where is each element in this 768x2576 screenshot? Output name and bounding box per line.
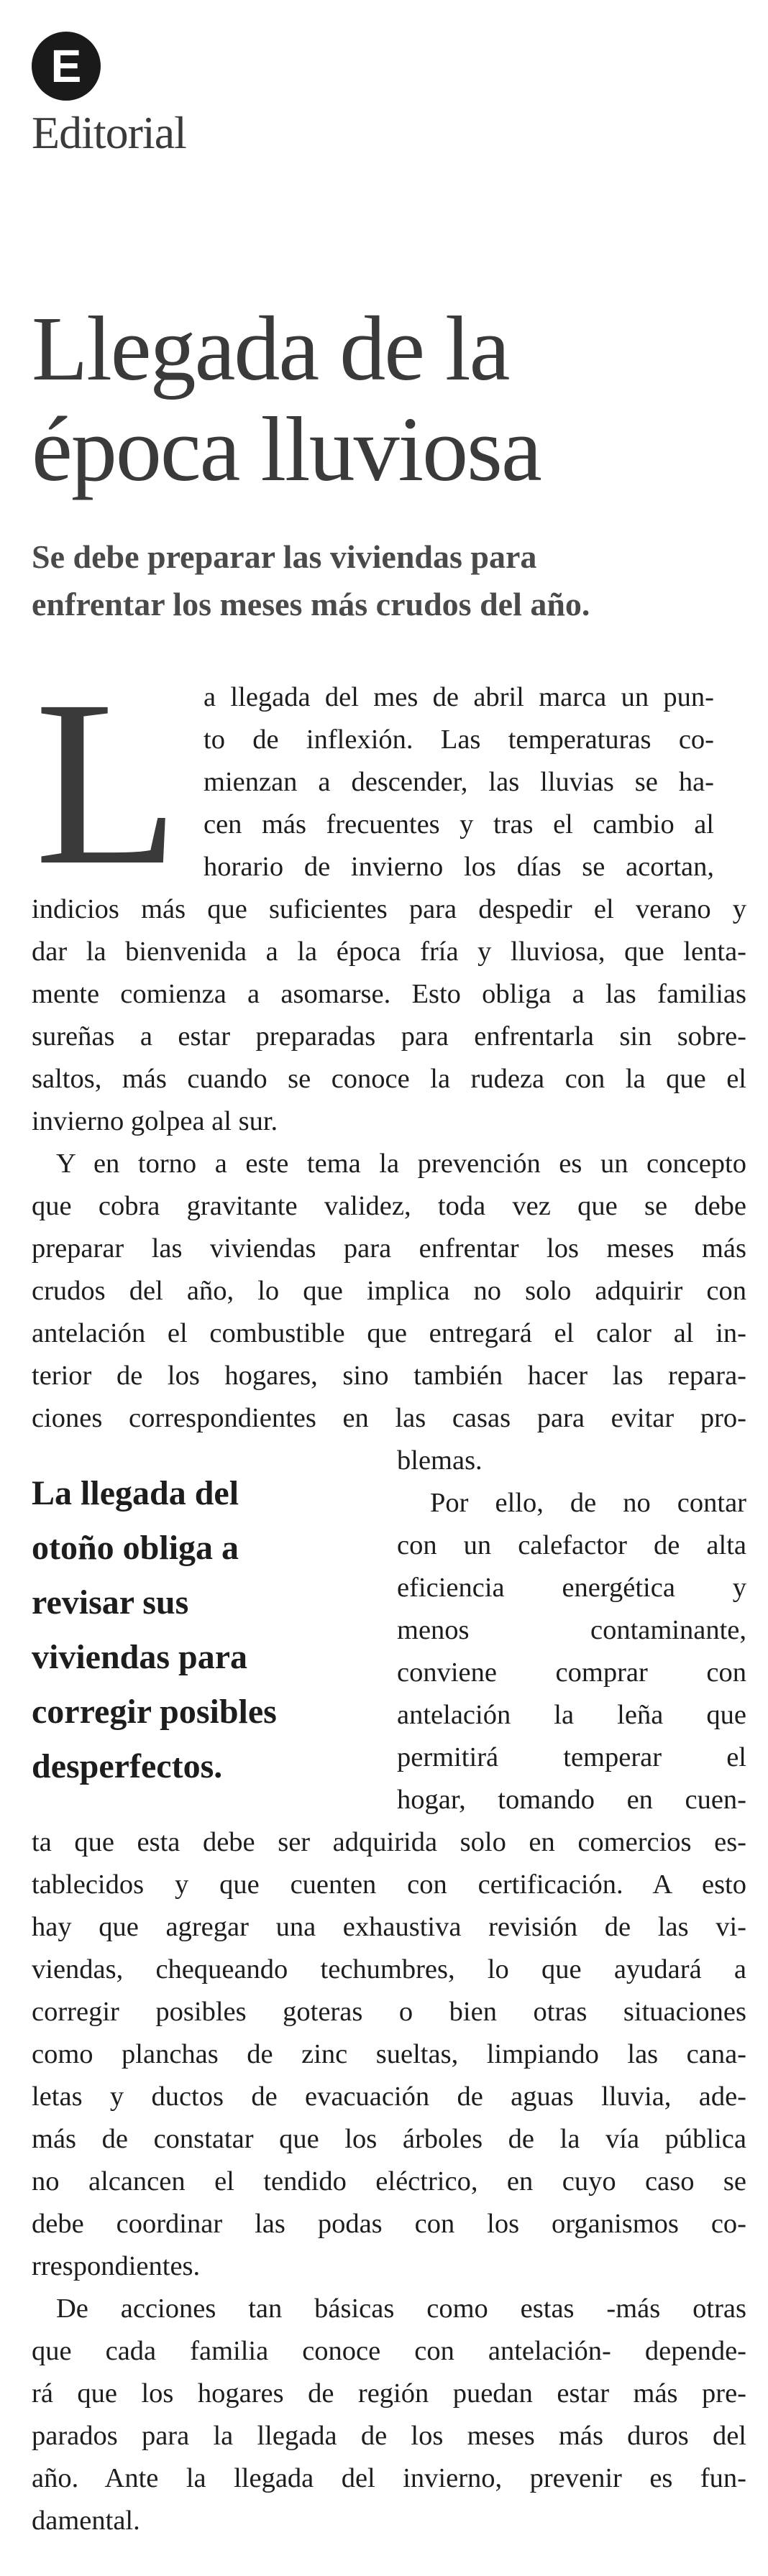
section-title: Editorial — [32, 107, 186, 158]
pull-quote-line: La llegada del — [32, 1474, 239, 1512]
body-line: más de constatar que los árboles de la vía pública — [32, 2124, 746, 2154]
body-line: mienzan a descender, las lluvias se ha- — [204, 767, 714, 797]
body-line: que cobra gravitante validez, toda vez que se debe — [32, 1191, 746, 1221]
section-badge — [32, 32, 101, 101]
body-line: De acciones tan básicas como estas -más otras — [56, 2294, 746, 2324]
body-line: letas y ductos de evacuación de aguas lluvia, ade- — [32, 2082, 746, 2112]
body-line: ta que esta debe ser adquirida solo en comercios es- — [32, 1827, 746, 1857]
pull-quote-line: revisar sus — [32, 1583, 189, 1622]
body-line: antelación la leña que — [397, 1700, 746, 1730]
body-line: Por ello, de no contar — [430, 1488, 746, 1518]
body-line: blemas. — [397, 1445, 483, 1476]
dek-line: Se debe preparar las viviendas para — [32, 538, 537, 575]
pull-quote — [32, 1466, 362, 1794]
body-line: viendas, chequeando techumbres, lo que ayudará a — [32, 1954, 746, 1984]
body-line: tablecidos y que cuenten con certificación. A esto — [32, 1869, 746, 1900]
body-line: a llegada del mes de abril marca un pun- — [204, 682, 714, 712]
body-line: año. Ante la llegada del invierno, prevenir es fun- — [32, 2463, 746, 2493]
body-line: Y en torno a este tema la prevención es un concepto — [56, 1149, 746, 1179]
headline-line: Llegada de la — [32, 298, 509, 400]
body-line: eficiencia energética y — [397, 1573, 746, 1603]
body-line: sureñas a estar preparadas para enfrentarla sin sobre- — [32, 1021, 746, 1052]
dek-line: enfrentar los meses más crudos del año. — [32, 586, 590, 622]
body-line: rá que los hogares de región puedan estar más pre- — [32, 2378, 746, 2409]
badge-letter: E — [50, 40, 82, 92]
body-line: cen más frecuentes y tras el cambio al — [204, 809, 714, 840]
body-line: como planchas de zinc sueltas, limpiando las cana- — [32, 2039, 746, 2069]
body-line: crudos del año, lo que implica no solo adquirir con — [32, 1276, 746, 1306]
body-line: no alcancen el tendido eléctrico, en cuyo caso se — [32, 2166, 746, 2196]
body-line: hogar, tomando en cuen- — [397, 1785, 746, 1815]
body-line: to de inflexión. Las temperaturas co- — [204, 724, 714, 755]
body-line: dar la bienvenida a la época fría y lluviosa, que lenta- — [32, 937, 746, 967]
headline — [32, 298, 751, 500]
body-line: damental. — [32, 2506, 140, 2536]
body-line: con un calefactor de alta — [397, 1530, 746, 1560]
body-line: horario de invierno los días se acortan, — [204, 852, 714, 882]
body-line: menos contaminante, — [397, 1615, 746, 1645]
dek — [32, 533, 751, 628]
pull-quote-line: desperfectos. — [32, 1747, 223, 1785]
pull-quote-line: viviendas para — [32, 1638, 248, 1676]
body-line: indicios más que suficientes para despedir el verano y — [32, 894, 746, 924]
body-line: hay que agregar una exhaustiva revisión de las vi- — [32, 1912, 746, 1942]
body-line: debe coordinar las podas con los organismos co- — [32, 2209, 746, 2239]
headline-line: época lluviosa — [32, 398, 541, 500]
body-line: permitirá temperar el — [397, 1742, 746, 1772]
body-line: invierno golpea al sur. — [32, 1106, 278, 1136]
body-line: preparar las viviendas para enfrentar los meses más — [32, 1233, 746, 1264]
body-line: terior de los hogares, sino también hacer las repara- — [32, 1361, 746, 1391]
body-line: parados para la llegada de los meses más duros del — [32, 2421, 746, 2451]
body-line: corregir posibles goteras o bien otras situaciones — [32, 1997, 746, 2027]
body-line: ciones correspondientes en las casas para evitar pro- — [32, 1403, 746, 1433]
body-line: rrespondientes. — [32, 2251, 201, 2281]
drop-cap: L — [35, 652, 180, 914]
body-line: mente comienza a asomarse. Esto obliga a las familias — [32, 979, 746, 1009]
body-line: antelación el combustible que entregará el calor al in- — [32, 1318, 746, 1348]
pull-quote-line: corregir posibles — [32, 1693, 277, 1731]
body-line: que cada familia conoce con antelación- depende- — [32, 2336, 746, 2366]
pull-quote-line: otoño obliga a — [32, 1529, 239, 1567]
body-line: conviene comprar con — [397, 1657, 746, 1688]
body-line: saltos, más cuando se conoce la rudeza con la que el — [32, 1064, 746, 1094]
